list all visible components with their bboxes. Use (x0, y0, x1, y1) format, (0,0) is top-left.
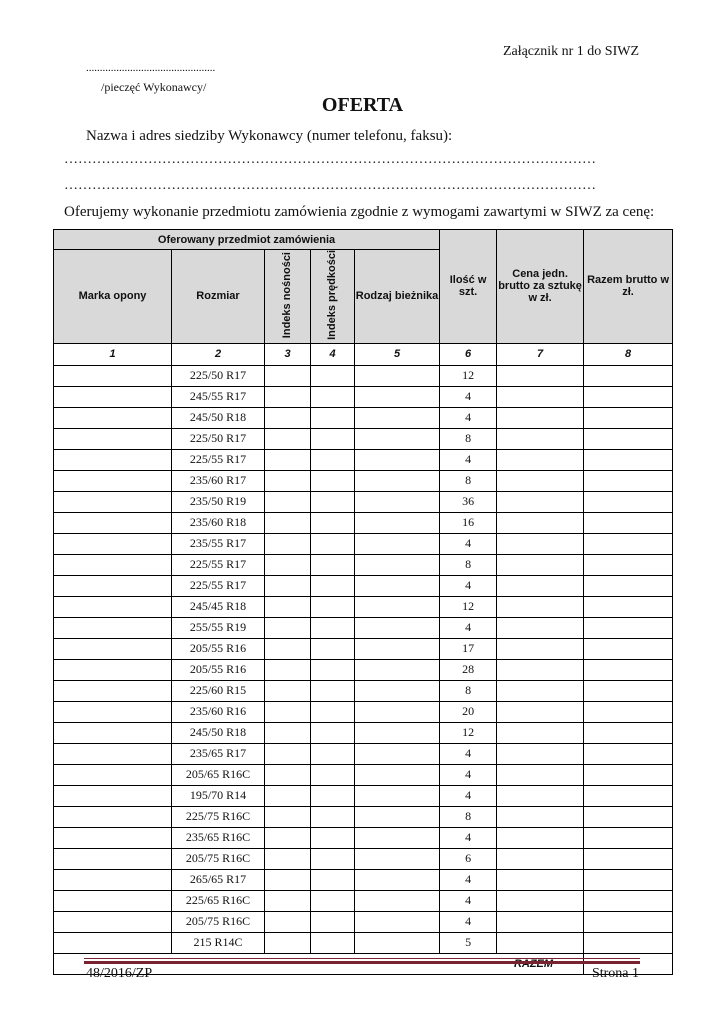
table-row (54, 764, 673, 785)
brand-cell[interactable] (54, 932, 172, 953)
table-row (54, 386, 673, 407)
size-cell: 235/60 R17 (172, 470, 265, 491)
total-cell[interactable] (584, 932, 673, 953)
table-row (54, 680, 673, 701)
speed-index-cell[interactable] (311, 575, 355, 596)
load-index-cell[interactable] (265, 701, 311, 722)
col-header-unit-price: Cena jedn. brutto za sztukę w zł. (497, 230, 584, 344)
table-row (54, 743, 673, 764)
speed-index-cell[interactable] (311, 470, 355, 491)
table-row (54, 659, 673, 680)
unit-price-cell[interactable] (497, 911, 584, 932)
address-label: Nazwa i adres siedziby Wykonawcy (numer telefonu, faksu): (86, 128, 453, 144)
qty-cell: 8 (440, 428, 497, 449)
total-cell[interactable] (584, 848, 673, 869)
size-cell: 245/50 R18 (172, 722, 265, 743)
tread-cell[interactable] (355, 911, 440, 932)
speed-index-cell[interactable] (311, 596, 355, 617)
tread-cell[interactable] (355, 869, 440, 890)
total-cell[interactable] (584, 449, 673, 470)
load-index-cell[interactable] (265, 365, 311, 386)
load-index-cell[interactable] (265, 386, 311, 407)
tread-cell[interactable] (355, 827, 440, 848)
speed-index-cell[interactable] (311, 890, 355, 911)
load-index-cell[interactable] (265, 575, 311, 596)
brand-cell[interactable] (54, 701, 172, 722)
speed-index-cell[interactable] (311, 680, 355, 701)
unit-price-cell[interactable] (497, 491, 584, 512)
column-number: 5 (355, 343, 440, 365)
qty-cell: 8 (440, 680, 497, 701)
brand-cell[interactable] (54, 596, 172, 617)
total-cell[interactable] (584, 491, 673, 512)
speed-index-cell[interactable] (311, 869, 355, 890)
speed-index-cell[interactable] (311, 533, 355, 554)
tread-cell[interactable] (355, 386, 440, 407)
qty-cell: 4 (440, 785, 497, 806)
brand-cell[interactable] (54, 428, 172, 449)
speed-index-cell[interactable] (311, 806, 355, 827)
load-index-cell[interactable] (265, 491, 311, 512)
column-number: 8 (584, 343, 673, 365)
speed-index-cell[interactable] (311, 932, 355, 953)
tread-cell[interactable] (355, 701, 440, 722)
size-cell: 245/50 R18 (172, 407, 265, 428)
load-index-cell[interactable] (265, 911, 311, 932)
tread-cell[interactable] (355, 512, 440, 533)
total-cell[interactable] (584, 512, 673, 533)
total-cell[interactable] (584, 911, 673, 932)
tread-cell[interactable] (355, 932, 440, 953)
total-cell[interactable] (584, 743, 673, 764)
speed-index-cell[interactable] (311, 365, 355, 386)
unit-price-cell[interactable] (497, 596, 584, 617)
table-row (54, 617, 673, 638)
offer-statement: Oferujemy wykonanie przedmiotu zamówienia zgodnie z wymogami zawartymi w SIWZ za cenę: (64, 204, 655, 220)
table-row (54, 869, 673, 890)
brand-cell[interactable] (54, 491, 172, 512)
total-cell[interactable] (584, 806, 673, 827)
brand-cell[interactable] (54, 722, 172, 743)
speed-index-cell[interactable] (311, 911, 355, 932)
column-number: 1 (54, 343, 172, 365)
brand-cell[interactable] (54, 680, 172, 701)
load-index-cell[interactable] (265, 407, 311, 428)
table-row (54, 449, 673, 470)
tread-cell[interactable] (355, 806, 440, 827)
tread-cell[interactable] (355, 617, 440, 638)
load-index-cell[interactable] (265, 869, 311, 890)
unit-price-cell[interactable] (497, 701, 584, 722)
size-cell: 235/60 R16 (172, 701, 265, 722)
qty-cell: 4 (440, 575, 497, 596)
unit-price-cell[interactable] (497, 470, 584, 491)
table-row (54, 575, 673, 596)
brand-cell[interactable] (54, 365, 172, 386)
qty-cell: 8 (440, 806, 497, 827)
stamp-label: /pieczęć Wykonawcy/ (101, 80, 207, 94)
load-index-cell[interactable] (265, 743, 311, 764)
load-index-cell[interactable] (265, 470, 311, 491)
load-index-cell[interactable] (265, 827, 311, 848)
tread-cell[interactable] (355, 680, 440, 701)
table-row (54, 428, 673, 449)
brand-cell[interactable] (54, 743, 172, 764)
qty-cell: 8 (440, 470, 497, 491)
table-row (54, 512, 673, 533)
size-cell: 235/65 R17 (172, 743, 265, 764)
tread-cell[interactable] (355, 890, 440, 911)
load-index-cell[interactable] (265, 596, 311, 617)
size-cell: 235/55 R17 (172, 533, 265, 554)
table-row (54, 827, 673, 848)
tread-cell[interactable] (355, 743, 440, 764)
col-header-qty: Ilość w szt. (440, 230, 497, 344)
unit-price-cell[interactable] (497, 638, 584, 659)
unit-price-cell[interactable] (497, 533, 584, 554)
col-header-size: Rozmiar (172, 250, 265, 344)
total-cell[interactable] (584, 554, 673, 575)
table-row (54, 722, 673, 743)
qty-cell: 28 (440, 659, 497, 680)
speed-index-cell[interactable] (311, 512, 355, 533)
total-cell[interactable] (584, 386, 673, 407)
unit-price-cell[interactable] (497, 554, 584, 575)
footer-divider-thin (84, 958, 640, 959)
qty-cell: 6 (440, 848, 497, 869)
column-number: 6 (440, 343, 497, 365)
total-cell[interactable] (584, 617, 673, 638)
tread-cell[interactable] (355, 596, 440, 617)
size-cell: 255/55 R19 (172, 617, 265, 638)
total-cell[interactable] (584, 596, 673, 617)
col-header-load-index (265, 250, 311, 344)
unit-price-cell[interactable] (497, 407, 584, 428)
unit-price-cell[interactable] (497, 827, 584, 848)
brand-cell[interactable] (54, 764, 172, 785)
brand-cell[interactable] (54, 638, 172, 659)
unit-price-cell[interactable] (497, 743, 584, 764)
load-index-cell[interactable] (265, 638, 311, 659)
speed-index-cell[interactable] (311, 386, 355, 407)
footer-page-number: Strona 1 (591, 966, 639, 981)
speed-index-cell[interactable] (311, 785, 355, 806)
table-row (54, 470, 673, 491)
qty-cell: 4 (440, 890, 497, 911)
col-header-tread: Rodzaj bieżnika (355, 250, 440, 344)
brand-cell[interactable] (54, 575, 172, 596)
brand-cell[interactable] (54, 407, 172, 428)
brand-cell[interactable] (54, 386, 172, 407)
table-row (54, 533, 673, 554)
size-cell: 235/60 R18 (172, 512, 265, 533)
speed-index-cell[interactable] (311, 449, 355, 470)
stamp-dotted-line: ............................................... (86, 62, 216, 74)
qty-cell: 4 (440, 764, 497, 785)
tread-cell[interactable] (355, 428, 440, 449)
unit-price-cell[interactable] (497, 806, 584, 827)
qty-cell: 4 (440, 386, 497, 407)
speed-index-cell[interactable] (311, 554, 355, 575)
table-row (54, 491, 673, 512)
size-cell: 245/45 R18 (172, 596, 265, 617)
col-header-total: Razem brutto w zł. (584, 230, 673, 344)
size-cell: 225/55 R17 (172, 449, 265, 470)
table-row (54, 638, 673, 659)
speed-index-cell[interactable] (311, 659, 355, 680)
total-cell[interactable] (584, 890, 673, 911)
tread-cell[interactable] (355, 470, 440, 491)
unit-price-cell[interactable] (497, 512, 584, 533)
table-row (54, 407, 673, 428)
tread-cell[interactable] (355, 533, 440, 554)
total-cell[interactable] (584, 638, 673, 659)
load-index-cell[interactable] (265, 617, 311, 638)
qty-cell: 4 (440, 869, 497, 890)
total-cell[interactable] (584, 575, 673, 596)
size-cell: 195/70 R14 (172, 785, 265, 806)
speed-index-cell[interactable] (311, 827, 355, 848)
tread-cell[interactable] (355, 491, 440, 512)
unit-price-cell[interactable] (497, 365, 584, 386)
qty-cell: 36 (440, 491, 497, 512)
table-row (54, 596, 673, 617)
unit-price-cell[interactable] (497, 680, 584, 701)
tread-cell[interactable] (355, 785, 440, 806)
load-index-cell[interactable] (265, 428, 311, 449)
qty-cell: 4 (440, 743, 497, 764)
address-dotted-line-2: …………………………………………………………………………………………………… (64, 178, 596, 193)
total-cell[interactable] (584, 428, 673, 449)
speed-index-cell[interactable] (311, 848, 355, 869)
brand-cell[interactable] (54, 806, 172, 827)
load-index-cell[interactable] (265, 512, 311, 533)
total-cell[interactable] (584, 722, 673, 743)
size-cell: 205/65 R16C (172, 764, 265, 785)
brand-cell[interactable] (54, 449, 172, 470)
speed-index-cell[interactable] (311, 638, 355, 659)
total-cell[interactable] (584, 470, 673, 491)
brand-cell[interactable] (54, 785, 172, 806)
column-number: 3 (265, 343, 311, 365)
load-index-cell[interactable] (265, 785, 311, 806)
group-header: Oferowany przedmiot zamówienia (54, 230, 440, 250)
attachment-label: Załącznik nr 1 do SIWZ (502, 44, 639, 59)
total-cell[interactable] (584, 407, 673, 428)
table-row (54, 365, 673, 386)
speed-index-cell[interactable] (311, 407, 355, 428)
load-index-cell[interactable] (265, 848, 311, 869)
table-row (54, 701, 673, 722)
table-row (54, 911, 673, 932)
total-cell[interactable] (584, 680, 673, 701)
load-index-cell[interactable] (265, 680, 311, 701)
brand-cell[interactable] (54, 890, 172, 911)
brand-cell[interactable] (54, 533, 172, 554)
table-row (54, 890, 673, 911)
qty-cell: 4 (440, 911, 497, 932)
load-index-cell[interactable] (265, 533, 311, 554)
size-cell: 225/50 R17 (172, 428, 265, 449)
qty-cell: 8 (440, 554, 497, 575)
size-cell: 245/55 R17 (172, 386, 265, 407)
load-index-cell[interactable] (265, 890, 311, 911)
speed-index-cell[interactable] (311, 491, 355, 512)
qty-cell: 5 (440, 932, 497, 953)
qty-cell: 16 (440, 512, 497, 533)
brand-cell[interactable] (54, 470, 172, 491)
brand-cell[interactable] (54, 869, 172, 890)
tread-cell[interactable] (355, 407, 440, 428)
size-cell: 205/75 R16C (172, 911, 265, 932)
tread-cell[interactable] (355, 554, 440, 575)
offer-table (53, 229, 673, 975)
size-cell: 225/55 R17 (172, 575, 265, 596)
total-cell[interactable] (584, 659, 673, 680)
total-cell[interactable] (584, 365, 673, 386)
size-cell: 215 R14C (172, 932, 265, 953)
unit-price-cell[interactable] (497, 386, 584, 407)
size-cell: 235/50 R19 (172, 491, 265, 512)
footer-document-number: 48/2016/ZP (86, 966, 153, 981)
total-cell[interactable] (584, 827, 673, 848)
unit-price-cell[interactable] (497, 848, 584, 869)
column-number-row (54, 343, 673, 365)
size-cell: 205/55 R16 (172, 638, 265, 659)
unit-price-cell[interactable] (497, 869, 584, 890)
speed-index-cell[interactable] (311, 428, 355, 449)
brand-cell[interactable] (54, 659, 172, 680)
column-number: 7 (497, 343, 584, 365)
size-cell: 225/50 R17 (172, 365, 265, 386)
load-index-cell[interactable] (265, 932, 311, 953)
unit-price-cell[interactable] (497, 617, 584, 638)
load-index-cell[interactable] (265, 764, 311, 785)
total-cell[interactable] (584, 701, 673, 722)
load-index-cell[interactable] (265, 806, 311, 827)
tread-cell[interactable] (355, 365, 440, 386)
qty-cell: 4 (440, 449, 497, 470)
table-row (54, 806, 673, 827)
qty-cell: 20 (440, 701, 497, 722)
brand-cell[interactable] (54, 554, 172, 575)
col-header-speed-index (311, 250, 355, 344)
total-cell[interactable] (584, 785, 673, 806)
size-cell: 205/75 R16C (172, 848, 265, 869)
table-row (54, 932, 673, 953)
tread-cell[interactable] (355, 722, 440, 743)
qty-cell: 4 (440, 407, 497, 428)
col-header-brand: Marka opony (54, 250, 172, 344)
tread-cell[interactable] (355, 848, 440, 869)
tread-cell[interactable] (355, 659, 440, 680)
column-number: 4 (311, 343, 355, 365)
unit-price-cell[interactable] (497, 932, 584, 953)
total-cell[interactable] (584, 533, 673, 554)
total-cell[interactable] (584, 764, 673, 785)
brand-cell[interactable] (54, 848, 172, 869)
tread-cell[interactable] (355, 575, 440, 596)
tread-cell[interactable] (355, 764, 440, 785)
load-index-cell[interactable] (265, 449, 311, 470)
column-number: 2 (172, 343, 265, 365)
qty-cell: 17 (440, 638, 497, 659)
qty-cell: 4 (440, 533, 497, 554)
footer-divider-thick (84, 961, 640, 964)
load-index-cell[interactable] (265, 659, 311, 680)
unit-price-cell[interactable] (497, 890, 584, 911)
unit-price-cell[interactable] (497, 722, 584, 743)
table-row (54, 554, 673, 575)
qty-cell: 12 (440, 596, 497, 617)
tread-cell[interactable] (355, 449, 440, 470)
table-row (54, 848, 673, 869)
load-index-cell[interactable] (265, 722, 311, 743)
qty-cell: 12 (440, 722, 497, 743)
speed-index-cell[interactable] (311, 722, 355, 743)
speed-index-cell[interactable] (311, 764, 355, 785)
load-index-cell[interactable] (265, 554, 311, 575)
tread-cell[interactable] (355, 638, 440, 659)
unit-price-cell[interactable] (497, 764, 584, 785)
qty-cell: 4 (440, 827, 497, 848)
unit-price-cell[interactable] (497, 428, 584, 449)
unit-price-cell[interactable] (497, 659, 584, 680)
speed-index-cell[interactable] (311, 617, 355, 638)
page-title: OFERTA (321, 94, 404, 116)
size-cell: 235/65 R16C (172, 827, 265, 848)
table-row (54, 785, 673, 806)
total-cell[interactable] (584, 869, 673, 890)
speed-index-cell[interactable] (311, 743, 355, 764)
load-index-label: Indeks nośności (281, 251, 294, 339)
brand-cell[interactable] (54, 911, 172, 932)
qty-cell: 12 (440, 365, 497, 386)
size-cell: 265/65 R17 (172, 869, 265, 890)
size-cell: 225/65 R16C (172, 890, 265, 911)
speed-index-label: Indeks prędkości (326, 250, 339, 340)
size-cell: 225/55 R17 (172, 554, 265, 575)
size-cell: 225/60 R15 (172, 680, 265, 701)
unit-price-cell[interactable] (497, 575, 584, 596)
unit-price-cell[interactable] (497, 785, 584, 806)
size-cell: 205/55 R16 (172, 659, 265, 680)
qty-cell: 4 (440, 617, 497, 638)
address-dotted-line-1: …………………………………………………………………………………………………… (64, 152, 596, 167)
size-cell: 225/75 R16C (172, 806, 265, 827)
brand-cell[interactable] (54, 827, 172, 848)
brand-cell[interactable] (54, 617, 172, 638)
speed-index-cell[interactable] (311, 701, 355, 722)
brand-cell[interactable] (54, 512, 172, 533)
unit-price-cell[interactable] (497, 449, 584, 470)
